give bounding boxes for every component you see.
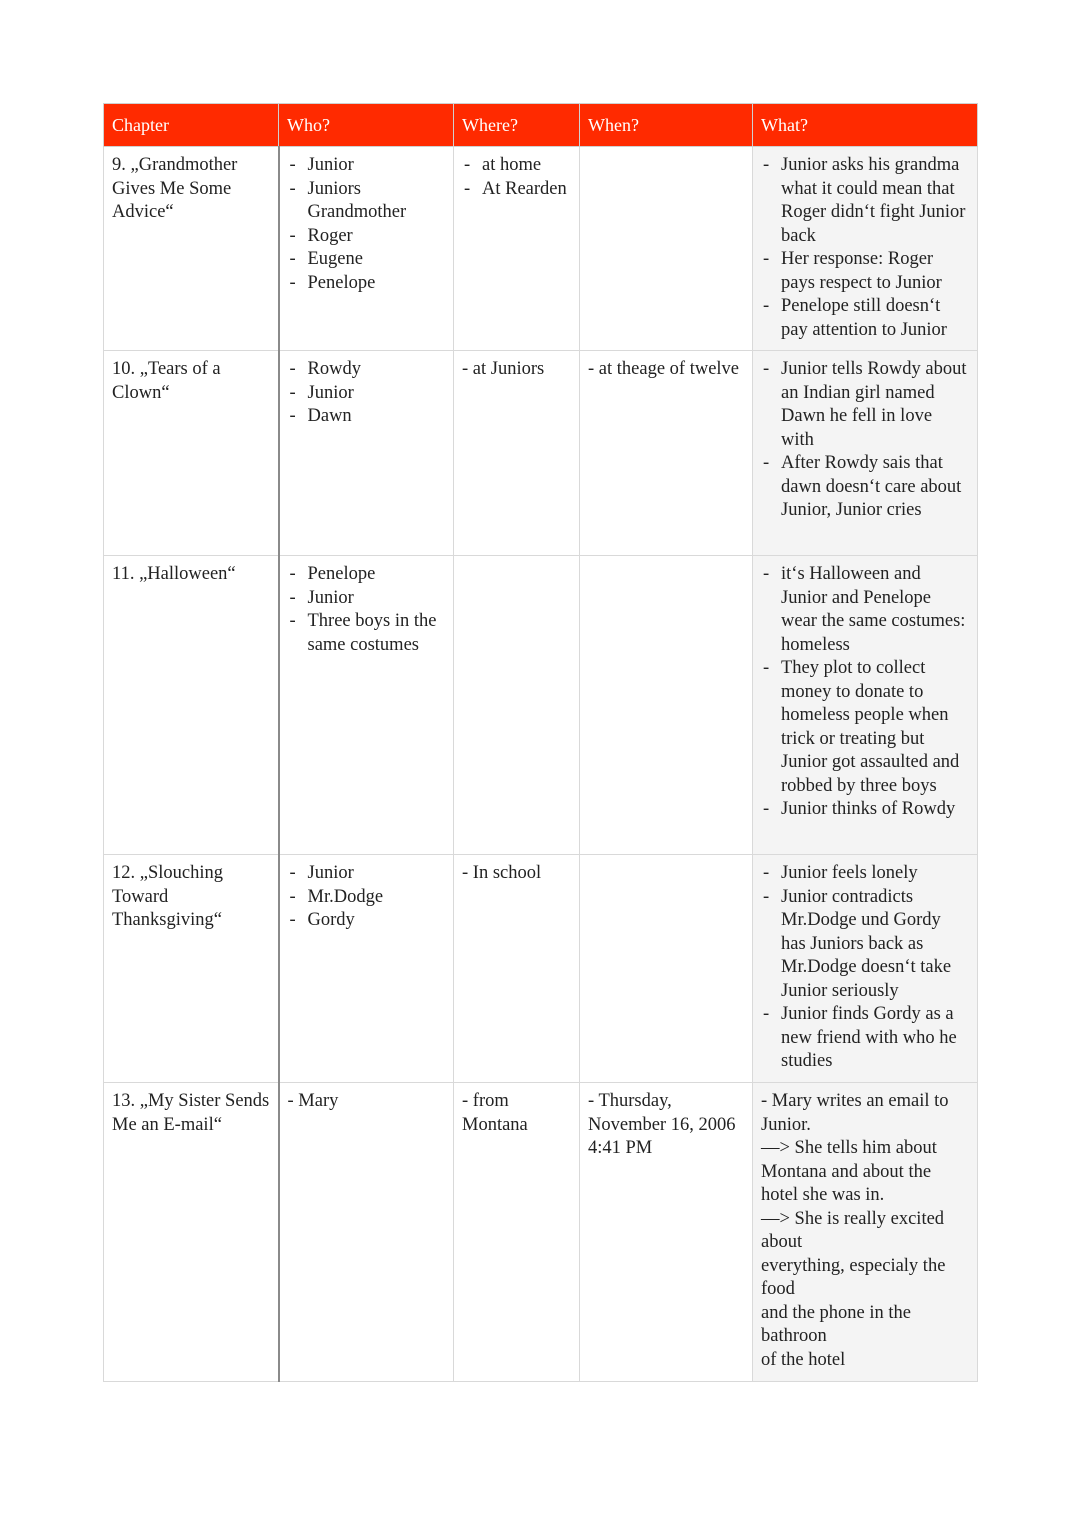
list-item: - it‘s Halloween and Junior and Penelope wear the same costumes: homeless [761, 563, 969, 657]
table-row [104, 855, 978, 1083]
list-item: - Rowdy [288, 358, 446, 382]
list-item: - Junior finds Gordy as a new friend with who he studies [761, 1003, 969, 1074]
table-header-row [104, 104, 978, 147]
list-item: - Junior thinks of Rowdy [761, 798, 969, 822]
list-item: - Juniors Grandmother [288, 178, 446, 225]
chapter-cell: 9. „Grandmother Gives Me Some Advice“ [104, 147, 279, 351]
what-cell [753, 351, 978, 556]
what-line: everything, especialy the food [761, 1255, 946, 1299]
who-list [288, 563, 446, 657]
where-cell: - at Juniors [454, 351, 580, 556]
list-item: - Eugene [288, 248, 446, 272]
when-cell [580, 556, 753, 855]
when-cell: - at theage of twelve [580, 351, 753, 556]
what-line: of the hotel [761, 1349, 846, 1370]
who-list [288, 154, 446, 295]
list-item: - Roger [288, 225, 446, 249]
what-cell [753, 556, 978, 855]
table-row [104, 147, 978, 351]
list-item: - Mr.Dodge [288, 886, 446, 910]
where-cell [454, 556, 580, 855]
what-cell [753, 855, 978, 1083]
who-list [288, 358, 446, 429]
where-cell: - from Montana [454, 1083, 580, 1382]
list-item: - Junior [288, 587, 446, 611]
when-cell [580, 855, 753, 1083]
list-item: - At Rearden [462, 178, 571, 202]
what-list [761, 154, 969, 342]
header-when: When? [580, 104, 753, 147]
list-item: - Dawn [288, 405, 446, 429]
list-item: - Junior [288, 382, 446, 406]
who-cell [279, 556, 454, 855]
where-list [462, 154, 571, 201]
where-cell: - In school [454, 855, 580, 1083]
header-chapter: Chapter [104, 104, 279, 147]
when-cell: - Thursday, November 16, 2006 4:41 PM [580, 1083, 753, 1382]
what-list [761, 862, 969, 1074]
list-item: - Junior contradicts Mr.Dodge und Gordy has Juniors back as Mr.Dodge doesn‘t take Junior seriously [761, 886, 969, 1004]
table-row [104, 1083, 978, 1382]
what-line: —> She tells him about Montana and about the hotel she was in. [761, 1138, 937, 1205]
list-item: - Gordy [288, 909, 446, 933]
list-item: - Penelope [288, 563, 446, 587]
list-item: - Junior tells Rowdy about an Indian girl named Dawn he fell in love with [761, 358, 969, 452]
who-cell: - Mary [279, 1083, 454, 1382]
where-cell [454, 147, 580, 351]
when-cell [580, 147, 753, 351]
who-list [288, 862, 446, 933]
list-item: - Junior feels lonely [761, 862, 969, 886]
list-item: - at home [462, 154, 571, 178]
what-line: - Mary writes an email to Junior. [761, 1091, 949, 1135]
list-item: - Three boys in the same costumes [288, 610, 446, 657]
what-line: and the phone in the bathroon [761, 1302, 912, 1346]
header-where: Where? [454, 104, 580, 147]
chapter-cell: 10. „Tears of a Clown“ [104, 351, 279, 556]
chapter-cell: 11. „Halloween“ [104, 556, 279, 855]
list-item: - Junior [288, 862, 446, 886]
list-item: - Junior [288, 154, 446, 178]
list-item: - Her response: Roger pays respect to Junior [761, 248, 969, 295]
document-page [103, 103, 977, 1382]
header-who: Who? [279, 104, 454, 147]
chapter-cell: 13. „My Sister Sends Me an E-mail“ [104, 1083, 279, 1382]
list-item: - Penelope still doesn‘t pay attention to Junior [761, 295, 969, 342]
list-item: - They plot to collect money to donate to homeless people when trick or treating but Junior got assaulted and robbed by three boys [761, 657, 969, 798]
what-list [761, 563, 969, 822]
who-cell [279, 855, 454, 1083]
header-what: What? [753, 104, 978, 147]
chapter-summary-table [103, 103, 978, 1382]
table-row [104, 556, 978, 855]
list-item: - After Rowdy sais that dawn doesn‘t care about Junior, Junior cries [761, 452, 969, 523]
who-cell [279, 351, 454, 556]
what-line: —> She is really excited about [761, 1208, 945, 1252]
what-list [761, 358, 969, 523]
list-item: - Penelope [288, 272, 446, 296]
chapter-cell: 12. „Slouching Toward Thanksgiving“ [104, 855, 279, 1083]
table-row [104, 351, 978, 556]
who-cell [279, 147, 454, 351]
what-cell [753, 147, 978, 351]
what-cell [753, 1083, 978, 1382]
list-item: - Junior asks his grandma what it could mean that Roger didn‘t fight Junior back [761, 154, 969, 248]
